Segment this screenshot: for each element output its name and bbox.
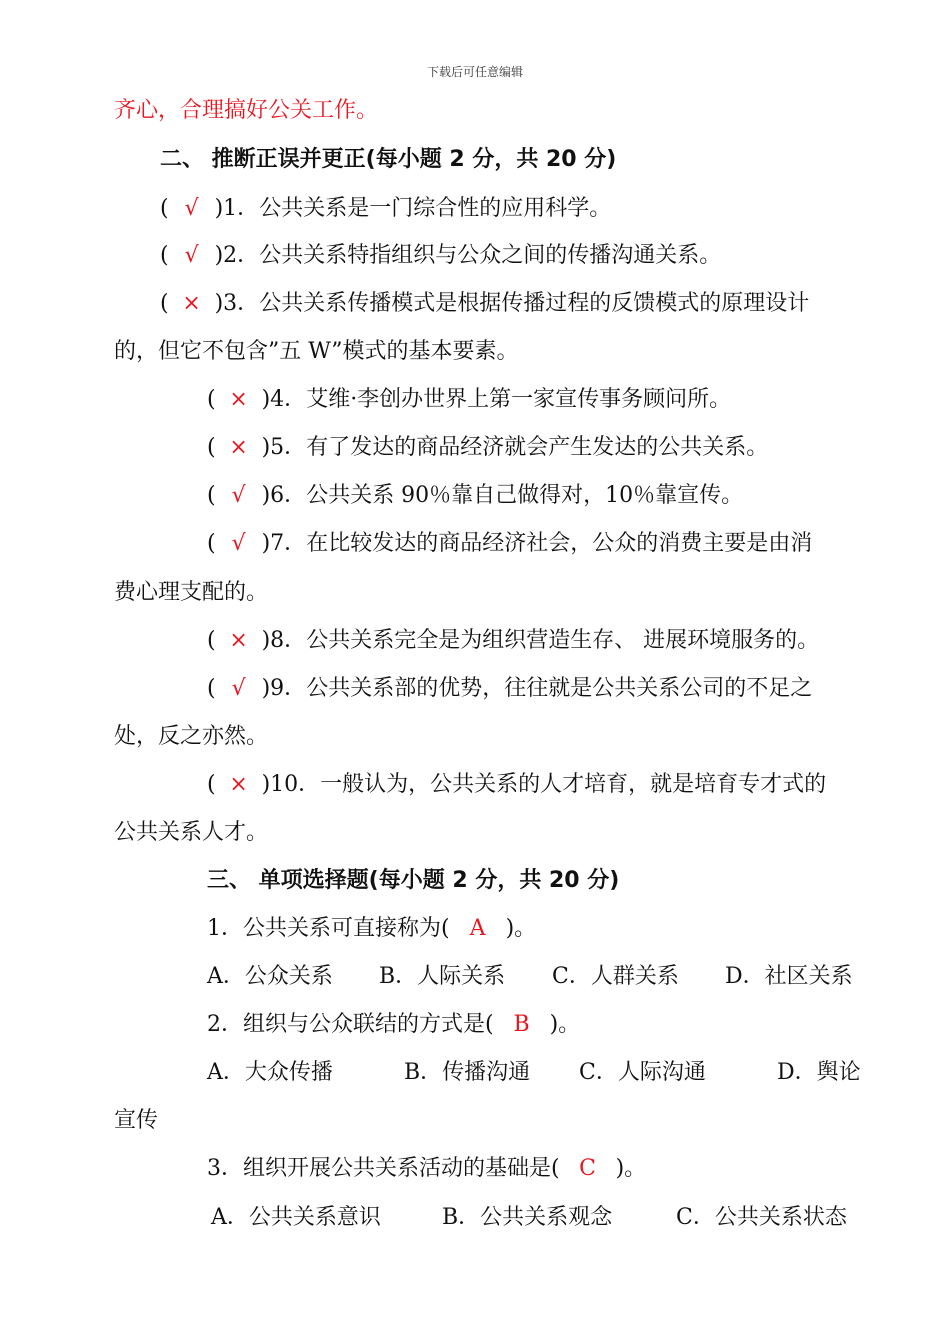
tf-item-7: ( √ )7．在比较发达的商品经济社会，公众的消费主要是由消 (207, 529, 812, 559)
item-text: 公共关系完全是为组织营造生存、 进展环境服务的。 (306, 628, 820, 653)
question-stem: 2．组织与公众联结的方式是( (207, 1012, 494, 1037)
option-c: C．人际沟通 (579, 1060, 706, 1085)
item-number: )9． (261, 676, 307, 701)
answer-mark: × (229, 435, 248, 460)
tf-item-10-continuation: 公共关系人才。 (114, 820, 269, 845)
item-text: 公共关系特指组织与公众之间的传播沟通关系。 (259, 243, 722, 268)
mc-question-2 (207, 1010, 580, 1040)
item-text: 公共关系部的优势，往往就是公共关系公司的不足之 (306, 676, 813, 701)
item-text: 公共关系 90％靠自己做得对，10％靠宣传。 (306, 483, 744, 508)
tf-item-3-continuation: 的，但它不包含”五 W”模式的基本要素。 (114, 339, 519, 364)
item-text: 一般认为，公共关系的人才培育，就是培育专才式的 (320, 772, 827, 797)
tf-item-5: ( × )5．有了发达的商品经济就会产生发达的公共关系。 (207, 433, 768, 463)
tf-item-6: ( √ )6．公共关系 90％靠自己做得对，10％靠宣传。 (207, 481, 743, 511)
question-stem: 3．组织开展公共关系活动的基础是( (207, 1156, 560, 1181)
item-text: 在比较发达的商品经济社会，公众的消费主要是由消 (306, 531, 813, 556)
answer-mark: √ (184, 196, 199, 221)
answer-mark: × (229, 628, 248, 653)
intro-tail: 齐心，合理搞好公关工作。 (114, 98, 379, 123)
item-number: )6． (261, 483, 307, 508)
item-number: )4． (261, 387, 307, 412)
mc-options-2-continuation: 宣传 (114, 1108, 159, 1133)
item-text: 有了发达的商品经济就会产生发达的公共关系。 (306, 435, 769, 460)
item-text: 公共关系是一门综合性的应用科学。 (259, 196, 612, 221)
answer-letter: B (513, 1012, 530, 1037)
answer-letter: C (579, 1156, 597, 1181)
question-close: )。 (505, 916, 537, 941)
tf-item-10: ( × )10．一般认为，公共关系的人才培育，就是培育专才式的 (207, 770, 826, 800)
option-b: B．公共关系观念 (442, 1205, 613, 1230)
tf-item-9: ( √ )9．公共关系部的优势，往往就是公共关系公司的不足之 (207, 674, 812, 704)
tf-item-8: ( × )8．公共关系完全是为组织营造生存、 进展环境服务的。 (207, 626, 819, 656)
item-text: 艾维·李创办世界上第一家宣传事务顾问所。 (306, 387, 732, 412)
answer-mark: √ (231, 531, 246, 556)
question-close: )。 (615, 1156, 647, 1181)
item-number: )3． (214, 291, 260, 316)
section2-title: 二、 推断正误并更正(每小题 2 分，共 20 分) (160, 147, 617, 172)
answer-letter: A (469, 916, 486, 941)
tf-item-4: ( × )4．艾维·李创办世界上第一家宣传事务顾问所。 (207, 385, 731, 415)
item-number: )10． (261, 772, 321, 797)
item-number: )5． (261, 435, 307, 460)
answer-mark: √ (231, 676, 246, 701)
mc-question-1 (207, 914, 536, 944)
answer-mark: × (229, 387, 248, 412)
tf-item-9-continuation: 处，反之亦然。 (114, 724, 269, 749)
answer-mark: √ (184, 243, 199, 268)
option-a: A．公众关系 (207, 964, 333, 989)
question-stem: 1．公共关系可直接称为( (207, 916, 450, 941)
option-c: C．公共关系状态 (676, 1205, 847, 1230)
tf-item-3: ( × )3．公共关系传播模式是根据传播过程的反馈模式的原理设计 (160, 289, 809, 319)
section3-title: 三、 单项选择题(每小题 2 分，共 20 分) (207, 868, 620, 893)
option-d: D．社区关系 (725, 964, 853, 989)
item-number: )1． (214, 196, 260, 221)
option-b: B．人际关系 (379, 964, 506, 989)
page-header: 下载后可任意编辑 (426, 65, 523, 79)
tf-item-1: ( √ )1．公共关系是一门综合性的应用科学。 (160, 194, 611, 224)
answer-mark: √ (231, 483, 246, 508)
option-a: A．公共关系意识 (211, 1205, 381, 1230)
tf-item-7-continuation: 费心理支配的。 (114, 580, 269, 605)
item-number: )7． (261, 531, 307, 556)
mc-question-3 (207, 1154, 646, 1184)
item-text: 公共关系传播模式是根据传播过程的反馈模式的原理设计 (259, 291, 810, 316)
answer-mark: × (182, 291, 201, 316)
option-b: B．传播沟通 (404, 1060, 531, 1085)
option-c: C．人群关系 (552, 964, 679, 989)
tf-item-2: ( √ )2．公共关系特指组织与公众之间的传播沟通关系。 (160, 241, 721, 271)
answer-mark: × (229, 772, 248, 797)
item-number: )2． (214, 243, 260, 268)
item-number: )8． (261, 628, 307, 653)
option-a: A．大众传播 (207, 1060, 333, 1085)
option-d: D．舆论 (777, 1060, 861, 1085)
question-close: )。 (549, 1012, 581, 1037)
